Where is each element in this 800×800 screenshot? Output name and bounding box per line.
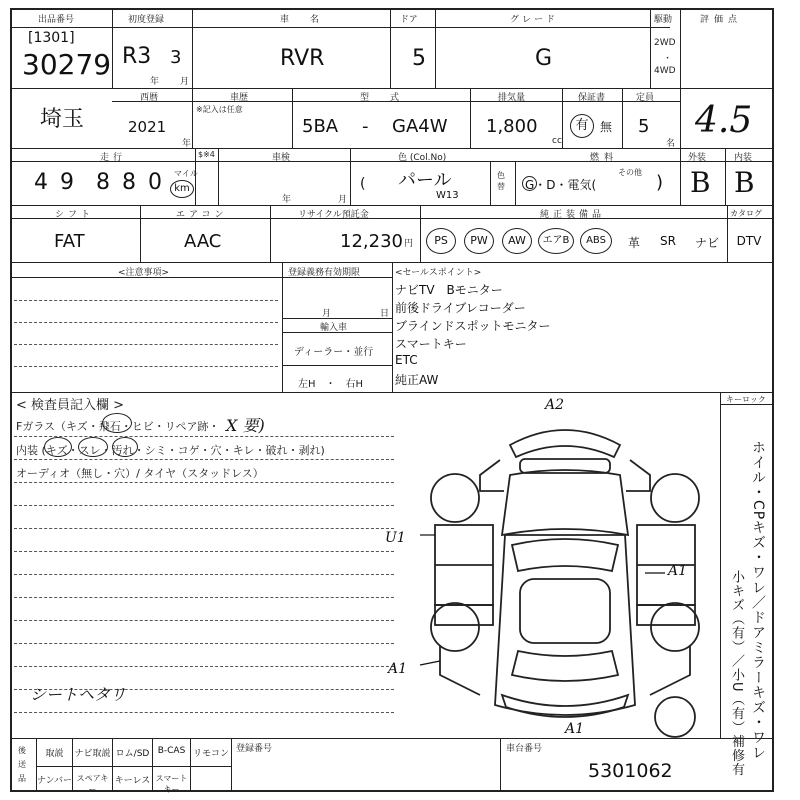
equipment-pw: PW: [464, 228, 494, 254]
warranty-no: 無: [600, 120, 613, 134]
year-unit: 年: [150, 77, 160, 87]
selling-point: 純正AW: [395, 373, 439, 387]
interior-label: 内装: [734, 153, 753, 163]
color-change-label: 色替: [497, 171, 505, 191]
equipment-sr: SR: [660, 234, 676, 248]
lot-label: 出品番号: [38, 15, 75, 25]
fuel-options: G・D・電気(: [525, 178, 597, 192]
recycle-unit: 円: [404, 239, 414, 249]
inspection-month-unit: 月: [338, 195, 348, 205]
reg-month: 月: [322, 309, 332, 319]
equipment-aw: AW: [502, 228, 532, 254]
inspection-label: 車検: [272, 153, 291, 163]
notes-bottom-line: [10, 392, 774, 393]
tax-label: $※4: [198, 150, 215, 159]
doors-label: ドア: [400, 15, 418, 25]
displacement-label: 排気量: [498, 93, 526, 103]
shift: FAT: [54, 231, 85, 252]
equipment-dtv: DTV: [736, 234, 762, 248]
warranty-yes: 有: [570, 114, 594, 138]
car-damage-diagram: [385, 395, 718, 740]
capacity: 5: [638, 116, 650, 137]
divider: [192, 8, 193, 88]
divider: [282, 262, 283, 392]
selling-points-label: <セールスポイント>: [395, 268, 482, 278]
footer-top-line: [10, 738, 774, 739]
row2-bottom-line: [10, 148, 774, 149]
divider: [390, 8, 391, 88]
divider: [680, 148, 681, 205]
fuel-close: ): [656, 172, 664, 193]
divider: [727, 205, 728, 262]
selling-point: ブラインドスポットモニター: [395, 319, 551, 333]
divider: [470, 88, 471, 148]
month-unit: 月: [180, 77, 190, 87]
mileage-label: 走行: [100, 153, 127, 163]
footer-cell: ナビ取説: [74, 749, 111, 759]
divider: [490, 161, 491, 205]
ac-label: エアコン: [176, 210, 228, 220]
mark-top: A2: [545, 397, 565, 413]
color-label: 色 (Col.No): [398, 153, 447, 163]
color-no: W13: [436, 190, 459, 201]
ac: AAC: [184, 231, 222, 252]
mileage-digit: 9: [60, 170, 74, 195]
equipment-navi: ナビ: [694, 236, 719, 250]
cc-unit: cc: [552, 136, 562, 146]
mileage-digit: 8: [122, 170, 136, 195]
divider: [350, 148, 351, 205]
car-name-label: 車 名: [280, 15, 326, 25]
capacity-label: 定員: [636, 93, 655, 103]
divider: [650, 8, 651, 88]
footer-cell: B-CAS: [157, 746, 186, 756]
divider: [218, 148, 219, 205]
model-code: GA4W: [392, 116, 448, 137]
glass-line: Fガラス（キズ・飛石・ヒビ・リペア跡・: [16, 420, 220, 433]
color: パール: [398, 170, 452, 191]
divider: [720, 392, 721, 738]
year-unit: 年: [182, 139, 192, 149]
footer-cell: スマートキー: [155, 774, 188, 794]
inspection-year-unit: 年: [282, 195, 292, 205]
caution-label: <注意事項>: [118, 268, 170, 278]
dealer-option: ディーラー・並行: [294, 347, 374, 358]
exterior-label: 外装: [688, 153, 707, 163]
equipment-ps: PS: [426, 228, 456, 254]
equipment-leather: 革: [627, 236, 640, 250]
model-label: 型 式: [360, 93, 406, 103]
mileage-digit: 8: [96, 170, 110, 195]
mark-left-low: A1: [388, 661, 408, 677]
row3-bottom-line: [10, 205, 774, 206]
reg-day: 日: [380, 309, 390, 319]
first-reg-label: 初度登録: [128, 15, 165, 25]
km-unit: km: [170, 180, 194, 198]
divider: [112, 8, 113, 88]
footer-cell: ロム/SD: [115, 749, 150, 759]
divider: [292, 88, 293, 148]
footer-left-label: 後送品: [18, 746, 26, 783]
divider: [140, 205, 141, 262]
row4-header-line: [10, 218, 774, 219]
divider: [392, 262, 393, 392]
footer-cell: キーレス: [114, 776, 151, 786]
capacity-unit: 名: [666, 139, 676, 149]
audio-line: オーディオ（無し・穴）/ タイヤ（スタッドレス）: [16, 467, 264, 480]
model-dash: -: [362, 116, 369, 137]
drive-2wd: 2WD: [654, 38, 676, 48]
divider: [622, 88, 623, 148]
year-label: 西暦: [140, 93, 159, 103]
row1-bottom-line: [10, 88, 774, 89]
recycle-label: リサイクル預託金: [298, 210, 369, 220]
first-reg-era: R3: [122, 44, 152, 69]
divider: [420, 205, 421, 262]
first-reg-month: 3: [170, 47, 182, 68]
equipment-label: 純正装備品: [540, 210, 606, 220]
side-text: ホイル・CPキズ・ワレ／ドアミラーキズ・ワレ: [750, 440, 766, 761]
divider: [192, 88, 193, 148]
mark-bottom: A1: [565, 721, 585, 737]
fuel-other: その他: [618, 168, 642, 177]
mileage-digit: 4: [34, 170, 48, 195]
divider: [680, 8, 681, 148]
chassis-number: 5301062: [588, 760, 673, 782]
divider: [725, 148, 726, 205]
car-name: RVR: [280, 46, 325, 71]
region: 埼玉: [40, 107, 85, 132]
mileage-digit: 0: [148, 170, 162, 195]
lot-number: 30279: [22, 48, 112, 81]
mark-right-mid: A1: [668, 563, 688, 579]
inspector-title: < 検査員記入欄 >: [16, 398, 125, 413]
glass-handwritten: X 要): [226, 416, 265, 435]
interior-line: 内装 (キズ・スレ・汚れ・シミ・コゲ・穴・キレ・破れ・剥れ): [16, 444, 325, 457]
handwritten-note: シートヘタリ: [30, 685, 127, 704]
selling-point: ETC: [395, 353, 418, 367]
footer-cell: リモコン: [192, 749, 229, 759]
model-prefix: 5BA: [302, 116, 339, 137]
grade: G: [535, 46, 553, 71]
drive-label: 駆動: [654, 15, 673, 25]
grade-label: グレード: [510, 15, 559, 25]
interior-grade: B: [734, 166, 755, 199]
reg-number-label: 登録番号: [236, 744, 273, 754]
selling-point: ナビTV Bモニター: [395, 283, 503, 297]
divider: [562, 88, 563, 148]
fuel-label: 燃料: [590, 153, 619, 163]
history-label: 車歴: [230, 93, 249, 103]
mile-unit: マイル: [174, 169, 198, 178]
chassis-label: 車台番号: [506, 744, 543, 754]
displacement: 1,800: [486, 116, 538, 137]
footer-cell: 取説: [45, 749, 64, 759]
divider: [270, 205, 271, 262]
import-label: 輸入車: [320, 323, 348, 333]
divider: [435, 8, 436, 88]
selling-point: 前後ドライブレコーダー: [395, 301, 526, 315]
mark-left-mid: U1: [385, 530, 406, 546]
score: 4.5: [695, 100, 753, 141]
drive-4wd: 4WD: [654, 66, 676, 76]
selling-point: スマートキー: [395, 337, 467, 351]
exterior-grade: B: [690, 166, 711, 199]
catalog-label: カタログ: [730, 209, 762, 218]
key-lock-label: キーロック: [726, 395, 766, 404]
row1-header-line: [10, 27, 670, 28]
registration-label: 登録義務有効期限: [288, 268, 361, 278]
shift-label: シフト: [55, 210, 95, 220]
warranty-label: 保証書: [578, 93, 606, 103]
equipment-abs: ABS: [580, 228, 612, 254]
footer-cell: ナンバー: [37, 776, 72, 786]
history-note: ※記入は任意: [196, 105, 243, 114]
side-text-2: 小キズ（有）／小U（有）補修有: [729, 570, 744, 777]
recycle: 12,230: [340, 231, 403, 252]
handle-option: 左H ・ 右H: [298, 379, 364, 390]
footer-cell: スペアキー: [76, 774, 109, 794]
score-label: 評価点: [700, 15, 743, 25]
equipment-airbag: エアB: [538, 228, 574, 254]
doors: 5: [412, 46, 426, 71]
lot-code: [1301]: [28, 30, 75, 46]
divider: [515, 161, 516, 205]
year-2021: 2021: [128, 118, 167, 136]
